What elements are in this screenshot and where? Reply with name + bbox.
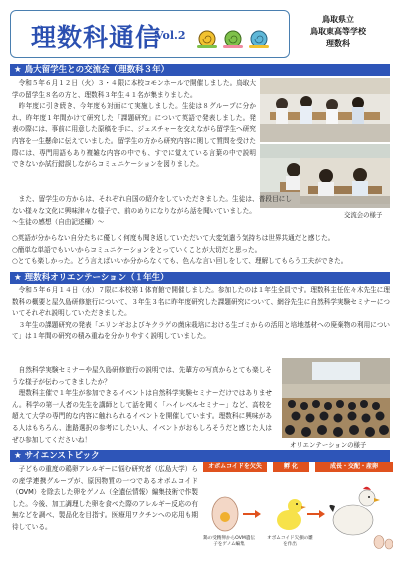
figure-caption-embryo: 鶏の受精卵からOVM遺伝子をゲノム編集: [203, 536, 255, 547]
newsletter-title: 理数科通信: [31, 23, 162, 52]
figure-step-hatch: 孵 化: [273, 462, 309, 472]
volume-number: Vol.2: [155, 29, 186, 42]
orientation-photo-caption: オリエンテーションの様子: [290, 441, 367, 449]
snail-icon: [249, 31, 269, 48]
title-box: [10, 10, 290, 58]
orientation-body: 令和５年６月１４日（水）７限に本校第１体育館で開催しました。参加したのは１年生全員です。理数科主任佐々木先生に理数科の概要と屋久島研修旅行について、３年生３名に昨年度研究した課題研究について、網谷先生に自然科学実験セミナーについてそれぞれ説明していただきました。 ３年生の課題研究の発表「エリンギおよびキクラゲの菌床栽培における生ゴミからの活用と培地基材への廃棄物の利用について」は１年間の研究の積み重ねを分かりやすく説明していました。: [12, 286, 390, 341]
student-reflections: ○英語が分からない自分たちに優しく何度も聞き返していただいて大変気遣う気持ちは世界共通だと感じた。 ○簡単な単語でもいいからコミュニケーションをとっていくことが大切だと思った。 ○とても楽しかった。どう言えばいいか分からなくても、色んな言い回しをして、理解してもらう工夫ができた。: [12, 234, 348, 266]
science-topic-body: 子どもの重度の鶏卵アレルギーに悩む研究者（広島大学）らの産学連携グループが、原因物質の一つであるオボムコイド（OVM）を除去した卵をゲノム（全遺伝情報）編集技術で作製した。今後、加工調理した卵を食べた際のアレルギー反応の有無などを調べ、製品化を目指す。医療用ワクチンへの応用も期待している。: [12, 465, 198, 531]
snail-icon: [223, 31, 243, 48]
chick-icon: [277, 499, 306, 530]
figure-step-grow: 成長・交配・産卵: [315, 462, 393, 472]
hen-icon: [329, 487, 380, 535]
exchange-photo-caption: 交流会の様子: [344, 211, 383, 219]
mascot-group: [195, 25, 275, 49]
figure-caption-chick: オボムコイド欠損の雛を作出: [267, 536, 313, 547]
snail-icon: [197, 31, 217, 48]
star-icon: ★: [14, 451, 22, 461]
school-name: 鳥取県立 鳥取東高等学校 理数科: [310, 15, 366, 48]
genome-edit-figure: [203, 462, 393, 560]
newsletter-header: [10, 10, 390, 58]
eggs-icon: [374, 536, 393, 550]
exchange-body: 令和５年６月１２日（火）３・４限に本校コモンホールで開催しました。鳥取大学の留学生８名の方と、理数科３年生４１名が集まりました。 昨年度に引き続き、今年度も対面にて実施しました。生徒は８グループに分かれ、昨年度１年間かけて研究した「課題研究」について英語で発表しました。発表の際には、事前に用意した原稿を手に、ジェスチャーを交えながら留学生へ研究内容を一生懸命に伝えていました。留学生の方から研究内容に関して質問を受けた際には、専門用語もあり複雑な内容の中でも、すでに覚えている言葉の中で説明できないか試行錯誤しながらコミュニケーションを図りました。: [12, 79, 256, 169]
orientation-body-2: 自然科学実験セミナーや屋久島研修旅行の説明では、先輩方の写真からとても楽しそうな様子が伝わってきましたか？ 理数科主催で１年生が参加できるイベントは自然科学実験セミナーだけではありません。科学の第一人者の先生を講師として話を聞く「ハイレベルセミナー」など、高校を超えて大学の専門的な内容に触れられるイベントを開催しています。理数科に興味がある人はもちろん、進路選択の参考にしたい人、イベントがおもしろそうだと感じた人はぜひ参加してくださいね！: [12, 366, 272, 444]
star-icon: ★: [14, 65, 22, 75]
exchange-photo-3: [300, 158, 390, 204]
orientation-photo: [282, 358, 390, 438]
section-heading-exchange: ★ 鳥大留学生との交流会（理数科３年）: [10, 64, 390, 76]
exchange-photo-1: [260, 78, 390, 142]
figure-step-ovm-removed: オボムコイドを欠失: [203, 462, 267, 472]
star-icon: ★: [14, 273, 22, 283]
exchange-body-2: また、留学生の方からは、それぞれ自国の紹介をしていただきました。生徒は、普段目にしない様々な文化に興味津々な様子で、前のめりになりながら話を聞いていました。 ～生徒の感想（自由記述欄）～: [12, 195, 292, 227]
egg-icon: [212, 497, 238, 531]
section-heading-orientation: ★ 理数科オリエンテーション（１年生）: [10, 272, 390, 284]
section-heading-science-topic: ★ サイエンストピック: [10, 450, 390, 462]
